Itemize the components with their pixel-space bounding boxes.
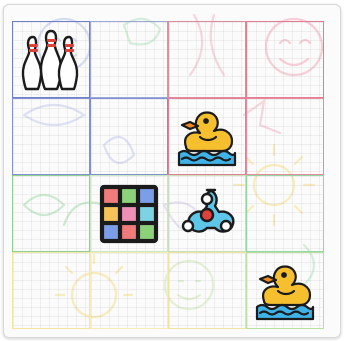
board-cell-r3-c1[interactable]: [12, 175, 90, 252]
board-cell-r1-c4[interactable]: [246, 21, 324, 98]
board-cell-r4-c4[interactable]: [246, 252, 324, 329]
game-frame: [3, 4, 341, 338]
board-cell-r4-c3[interactable]: [168, 252, 246, 329]
board-cell-r4-c2[interactable]: [90, 252, 168, 329]
color-cube-icon[interactable]: [91, 176, 167, 251]
board-cell-r2-c2[interactable]: [90, 98, 168, 175]
board-cell-r2-c3[interactable]: [168, 98, 246, 175]
rubber-duck-icon[interactable]: [169, 99, 245, 174]
bowling-pins-icon[interactable]: [13, 22, 89, 97]
board-cell-r3-c4[interactable]: [246, 175, 324, 252]
rubber-duck-icon[interactable]: [247, 253, 323, 328]
game-board: [12, 21, 324, 329]
board-cell-r1-c1[interactable]: [12, 21, 90, 98]
board-cell-r1-c3[interactable]: [168, 21, 246, 98]
board-cell-r4-c1[interactable]: [12, 252, 90, 329]
board-cell-r1-c2[interactable]: [90, 21, 168, 98]
fidget-spinner-icon[interactable]: [169, 176, 245, 251]
board-cell-r2-c1[interactable]: [12, 98, 90, 175]
board-cell-r2-c4[interactable]: [246, 98, 324, 175]
board-cell-r3-c3[interactable]: [168, 175, 246, 252]
board-cell-r3-c2[interactable]: [90, 175, 168, 252]
